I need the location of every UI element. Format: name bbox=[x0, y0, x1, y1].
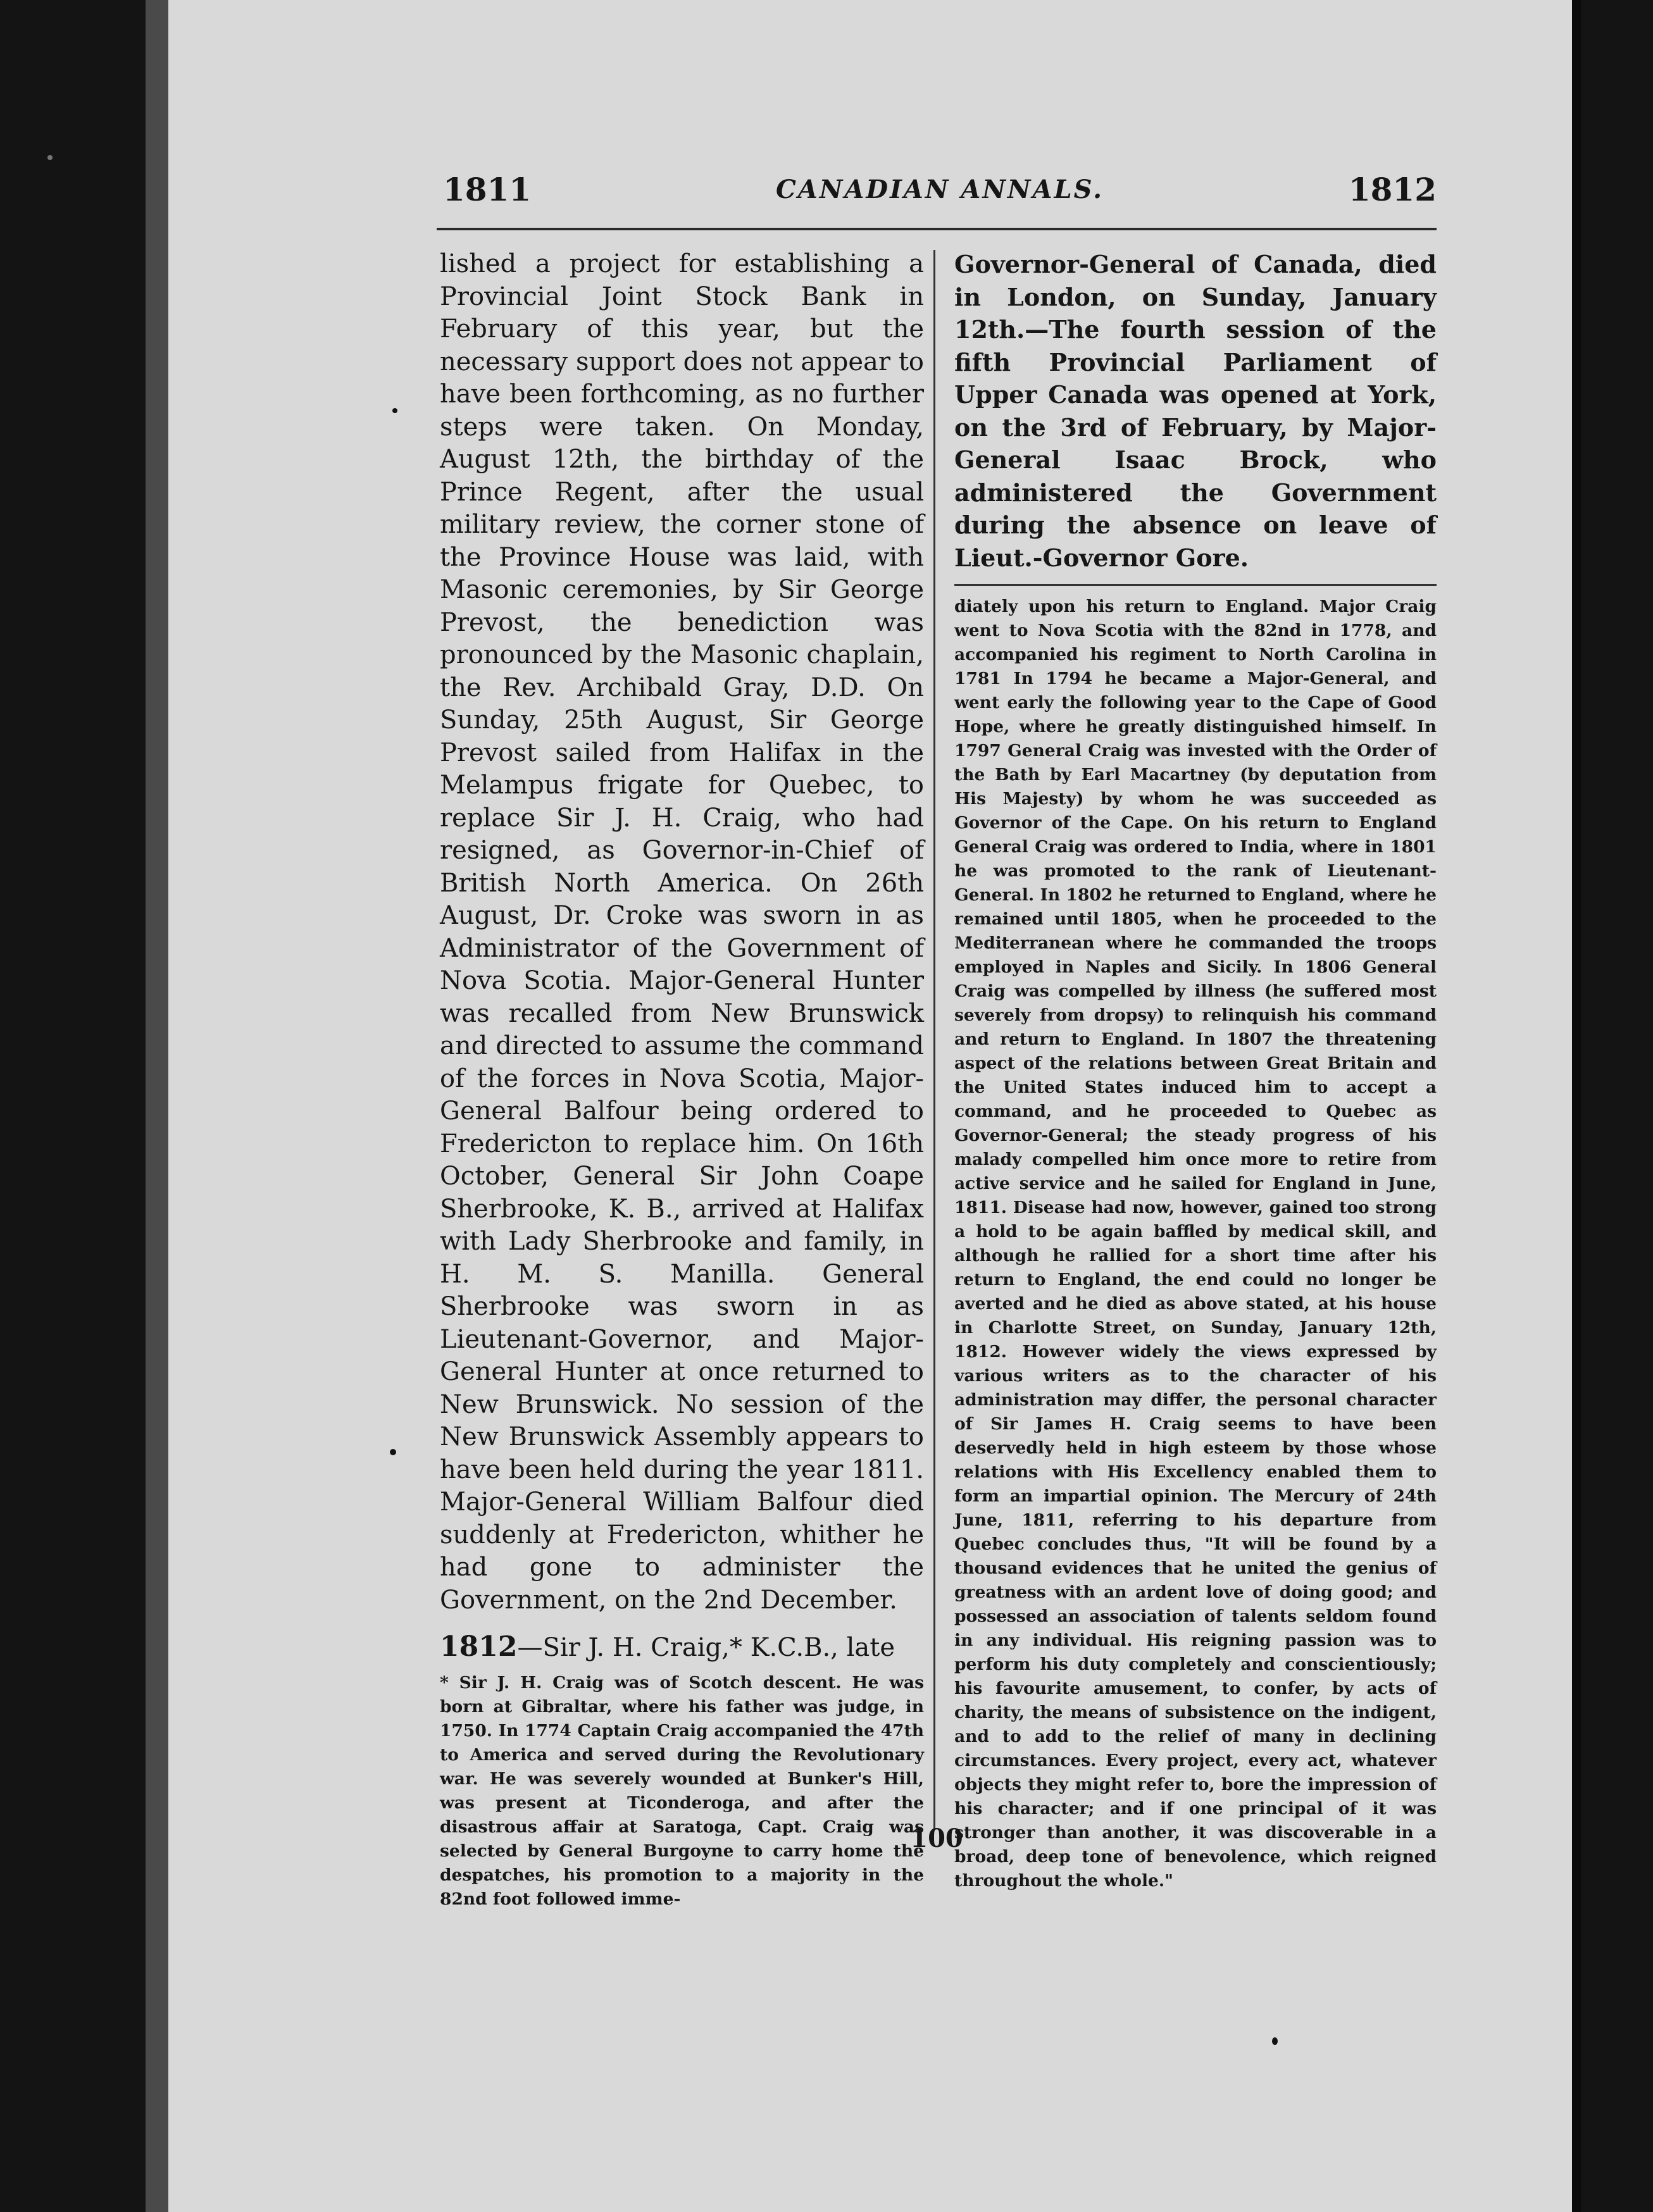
right-page-edge bbox=[1572, 0, 1581, 2212]
header-right-year: 1812 bbox=[1348, 171, 1437, 208]
page-number: 100 bbox=[910, 1824, 963, 1853]
book-spine-edge bbox=[146, 0, 168, 2212]
header-title: CANADIAN ANNALS. bbox=[775, 175, 1104, 204]
right-column-footnote: diately upon his return to England. Major Craig went to Nova Scotia with the 82nd in 1778, and accompanied his regiment to North Carolina in 1781 In 1794 he became a Major-General, and went early the following year to the Cape of Good Hope, where he greatly distinguished himself. In 1797 General Craig was invested with the Order of the Bath by Earl Macartney (by deputation from His Majesty) by whom he was succeeded as Governor of the Cape. On his return to England General Craig was ordered to India, where in 1801 he was promoted to the rank of Lieutenant-General. In 1802 he returned to England, where he remained until 1805, when he proceeded to the Mediterranean where he commanded the troops employed in Naples and Sicily. In 1806 General Craig was compelled by illness (he suffered most severely from dropsy) to relinquish his command and return to England. In 1807 the threatening aspect of the relations between Great Britain and the United States induced him to accept a command, and he proceeded to Quebec as Governor-General; the steady progress of his malady compelled him once more to retire from active service and he sailed for England in June, 1811. Disease had now, however, gained too strong a hold to be again baffled by medical skill, and although he rallied for a short time after his return to England, the end could no longer be averted and he died as above stated, at his house in Charlotte Street, on Sunday, January 12th, 1812. However widely the views expressed by various writers as to the character of his administration may differ, the personal character of Sir James H. Craig seems to have been deservedly held in high esteem by those whose relations with His Excellency enabled them to form an impartial opinion. The Mercury of 24th June, 1811, referring to his departure from Quebec concludes thus, "It will be found by a thousand evidences that he united the genius of greatness with an ardent love of doing good; and possessed an association of talents seldom found in any individual. His reigning passion was to perform his duty completely and conscientiously; his favourite amusement, to confer, by acts of charity, the means of subsistence on the indigent, and to add to the relief of many in declining circumstances. Every project, every act, whatever objects they might refer to, bore the impression of his character; and if one principal of it was stronger than another, it was discoverable in a broad, deep tone of benevolence, which reigned throughout the whole." bbox=[954, 597, 1437, 1891]
year-entry-line bbox=[440, 1631, 924, 1665]
running-header bbox=[443, 171, 1437, 221]
column-rule bbox=[933, 250, 935, 1829]
ink-speck bbox=[390, 1449, 396, 1455]
right-column bbox=[954, 248, 1437, 1893]
left-column-body: lished a project for establishing a Provincial Joint Stock Bank in February of this year, but the necessary support does not appear to have been forthcoming, as no further steps were taken. On Monday, August 12th, the birthday of the Prince Regent, after the usual military review, the corner stone of the Province House was laid, with Masonic ceremonies, by Sir George Prevost, the benediction was pronounced by the Masonic chaplain, the Rev. Archibald Gray, D.D. On Sunday, 25th August, Sir George Prevost sailed from Halifax in the Melampus frigate for Quebec, to replace Sir J. H. Craig, who had resigned, as Governor-in-Chief of British North America. On 26th August, Dr. Croke was sworn in as Administrator of the Government of Nova Scotia. Major-General Hunter was recalled from New Brunswick and directed to assume the command of the forces in Nova Scotia, Major-General Balfour being ordered to Fredericton to replace him. On 16th October, General Sir John Coape Sherbrooke, K. B., arrived at Halifax with Lady Sherbrooke and family, in H. M. S. Manilla. General Sherbrooke was sworn in as Lieutenant-Governor, and Major-General Hunter at once returned to New Brunswick. No session of the New Brunswick Assembly appears to have been held during the year 1811. Major-General William Balfour died suddenly at Fredericton, whither he had gone to administer the Government, on the 2nd December. bbox=[440, 249, 924, 1615]
header-left-year: 1811 bbox=[443, 171, 532, 208]
header-rule bbox=[437, 228, 1437, 230]
left-column-footnote: * Sir J. H. Craig was of Scotch descent. He was born at Gibraltar, where his father was judge, in 1750. In 1774 Captain Craig accompanied the 47th to America and served during the Revolutionary war. He was severely wounded at Bunker's Hill, was present at Ticonderoga, and after the disastrous affair at Saratoga, Capt. Craig was selected by General Burgoyne to carry home the despatches, his promotion to a majority in the 82nd foot followed imme- bbox=[440, 1672, 924, 1909]
left-column bbox=[440, 248, 924, 1911]
ink-speck bbox=[392, 408, 397, 413]
ink-speck bbox=[47, 155, 53, 160]
ink-speck bbox=[1272, 2037, 1278, 2045]
right-column-body: Governor-General of Canada, died in London, on Sunday, January 12th.—The fourth session of the fifth Provincial Parliament of Upper Canada was opened at York, on the 3rd of February, by Major-General Isaac Brock, who administered the Government during the absence on leave of Lieut.-Governor Gore. bbox=[954, 250, 1437, 572]
entry-year: 1812 bbox=[440, 1631, 518, 1663]
footnote-rule bbox=[954, 584, 1437, 586]
entry-text: —Sir J. H. Craig,* K.C.B., late bbox=[517, 1633, 895, 1662]
